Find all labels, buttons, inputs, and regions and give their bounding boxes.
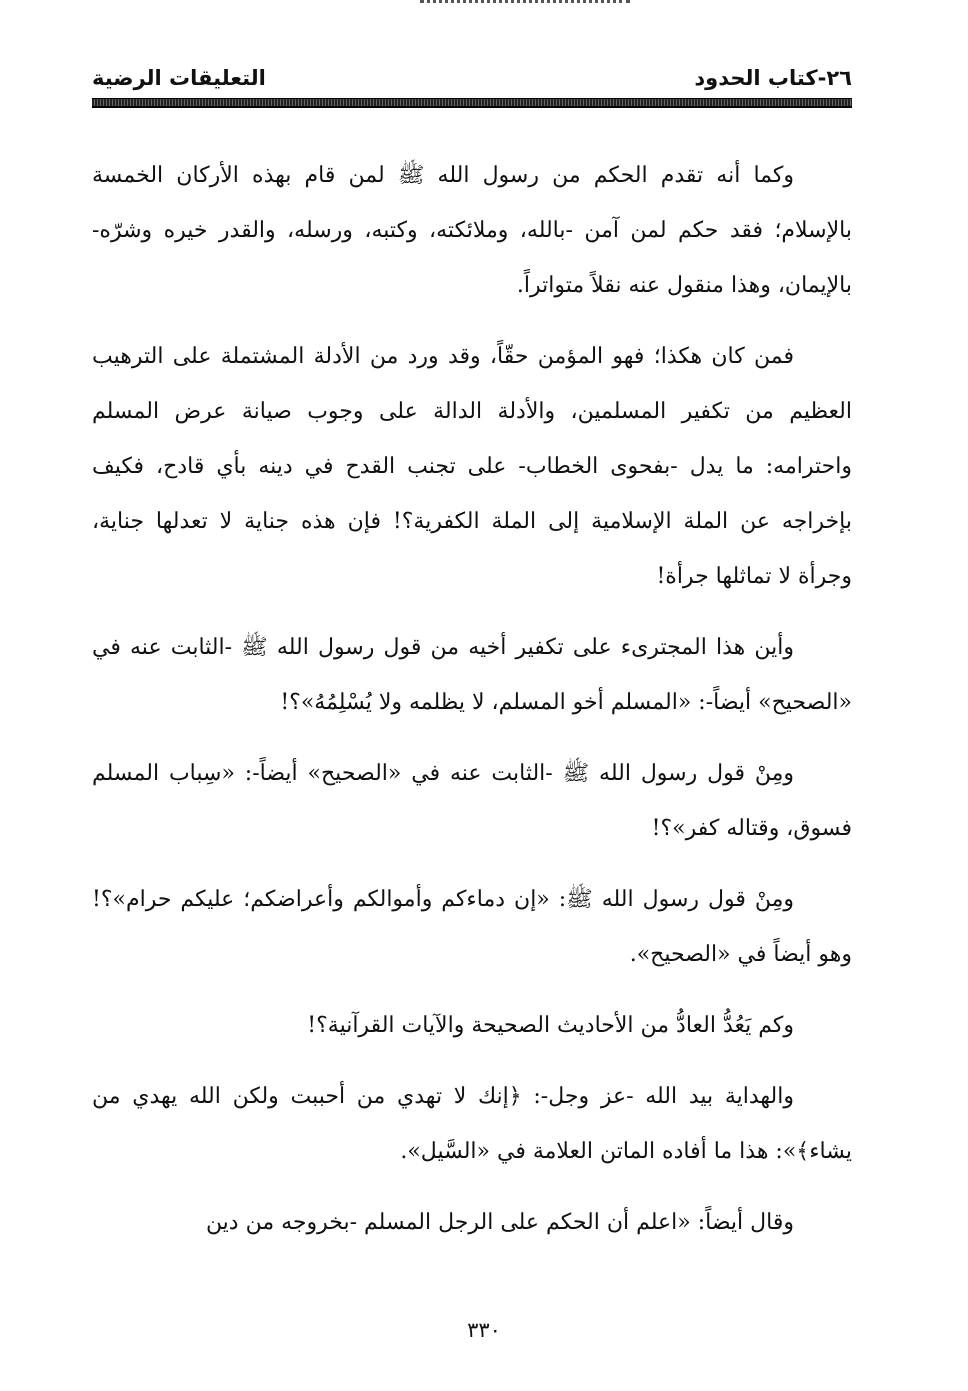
header-chapter-title: ٢٦-كتاب الحدود (694, 66, 852, 90)
page-number: ٣٣٠ (467, 1318, 501, 1342)
body-text (92, 148, 852, 1266)
paragraph: وكم يَعُدُّ العادُّ من الأحاديث الصحيحة والآيات القرآنية؟! (307, 1013, 794, 1038)
header-divider (92, 98, 852, 108)
running-header (92, 62, 852, 96)
paragraph: ومِنْ قول رسول الله ﷺ: «إن دماءكم وأموالكم وأعراضكم؛ عليكم حرام»؟! وهو أيضاً في «الصحيح». (92, 887, 852, 967)
header-book-title: التعليقات الرضية (92, 66, 266, 90)
top-edge-mark (420, 0, 630, 9)
paragraph: وكما أنه تقدم الحكم من رسول الله ﷺ لمن قام بهذه الأركان الخمسة بالإسلام؛ فقد حكم لمن آمن -بالله، وملائكته، وكتبه، ورسله، والقدر خيره وشرّه- بالإيمان، وهذا منقول عنه نقلاً متواتراً. (92, 163, 852, 298)
paragraph: ومِنْ قول رسول الله ﷺ -الثابت عنه في «الصحيح» أيضاً-: «سِباب المسلم فسوق، وقتاله كفر»؟! (92, 761, 852, 841)
paragraph: وقال أيضاً: «اعلم أن الحكم على الرجل المسلم -بخروجه من دين (205, 1210, 794, 1235)
paragraph: فمن كان هكذا؛ فهو المؤمن حقّاً، وقد ورد من الأدلة المشتملة على الترهيب العظيم من تكفير المسلمين، والأدلة الدالة على وجوب صيانة عرض المسلم واحترامه: ما يدل -بفحوى الخطاب- على تجنب القدح في دينه بأي قادح، فكيف بإخراجه عن الملة الإسلامية إلى الملة الكفرية؟! فإن هذه جناية لا تعدلها جناية، وجرأة لا تماثلها جرأة! (92, 344, 852, 589)
paragraph: والهداية بيد الله -عز وجل-: ﴿إنك لا تهدي من أحببت ولكن الله يهدي من يشاء﴾»: هذا ما أفاده الماتن العلامة في «السَّيل». (92, 1084, 852, 1164)
paragraph: وأين هذا المجترىء على تكفير أخيه من قول رسول الله ﷺ -الثابت عنه في «الصحيح» أيضاً-: «المسلم أخو المسلم، لا يظلمه ولا يُسْلِمُهُ»؟! (92, 635, 852, 715)
